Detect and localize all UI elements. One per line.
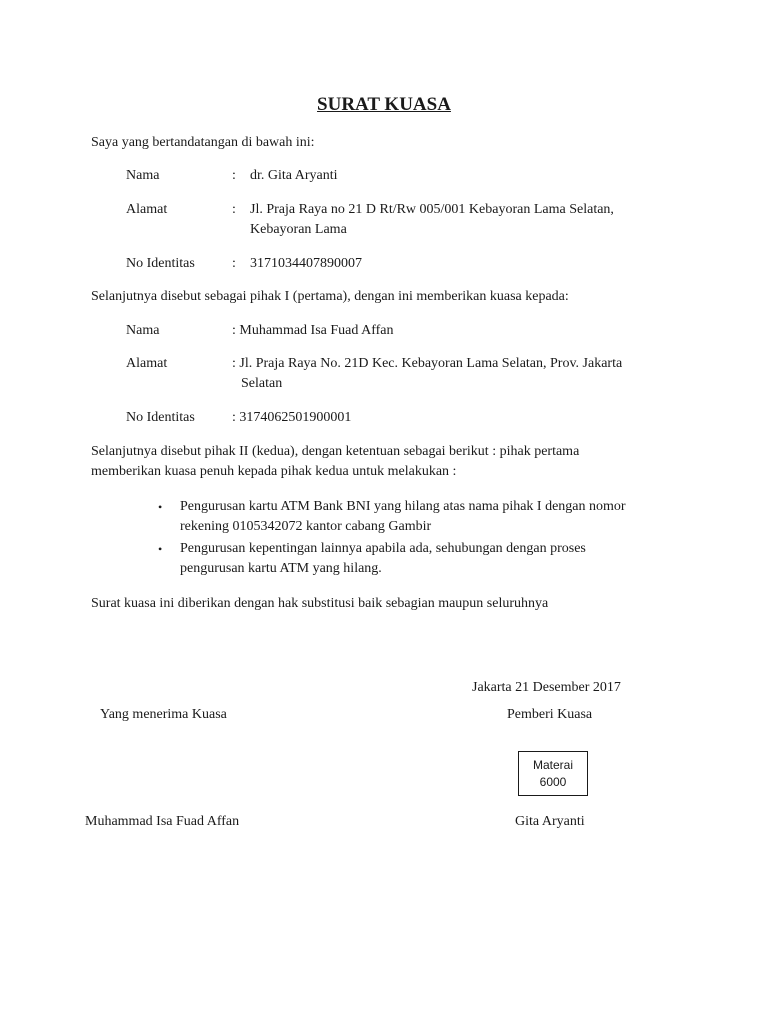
receiver-label: Yang menerima Kuasa (100, 707, 227, 722)
party1-id-label: No Identitas (126, 256, 195, 271)
party2-id-value: : 3174062501900001 (232, 410, 352, 425)
party2-id-label: No Identitas (126, 410, 195, 425)
giver-label: Pemberi Kuasa (507, 707, 593, 722)
party1-alamat-label: Alamat (126, 202, 168, 217)
bullet-icon: • (158, 500, 163, 514)
party1-alamat-line1: Jl. Praja Raya no 21 D Rt/Rw 005/001 Kebayoran Lama Selatan, (250, 202, 614, 217)
list-item-line: pengurusan kartu ATM yang hilang. (180, 561, 382, 576)
transition-text-2-line1: Selanjutnya disebut pihak II (kedua), dengan ketentuan sebagai berikut : pihak pertama (91, 444, 580, 459)
document-title: SURAT KUASA (317, 94, 451, 115)
materai-label: Materai (532, 758, 573, 772)
transition-text-2-line2: memberikan kuasa penuh kepada pihak kedua untuk melakukan : (91, 464, 457, 479)
party2-alamat-line2: Selatan (241, 376, 283, 391)
list-item-line: Pengurusan kepentingan lainnya apabila ada, sehubungan dengan proses (180, 541, 586, 556)
party1-id-value: 3171034407890007 (250, 256, 362, 271)
party1-nama-value: dr. Gita Aryanti (250, 168, 338, 183)
party1-nama-sep: : (232, 168, 236, 183)
receiver-name: Muhammad Isa Fuad Affan (85, 814, 240, 829)
giver-name: Gita Aryanti (515, 814, 585, 829)
materai-value: 6000 (539, 775, 567, 789)
materai-stamp-box (518, 751, 588, 796)
party2-alamat-label: Alamat (126, 356, 168, 371)
party2-nama-label: Nama (126, 323, 160, 338)
party1-id-sep: : (232, 256, 236, 271)
bullet-icon: • (158, 542, 163, 556)
party2-nama-value: : Muhammad Isa Fuad Affan (232, 323, 394, 338)
place-date: Jakarta 21 Desember 2017 (472, 680, 621, 695)
list-item-line: rekening 0105342072 kantor cabang Gambir (180, 519, 432, 534)
transition-text-1: Selanjutnya disebut sebagai pihak I (pertama), dengan ini memberikan kuasa kepada: (91, 289, 569, 304)
party2-alamat-line1: : Jl. Praja Raya No. 21D Kec. Kebayoran Lama Selatan, Prov. Jakarta (232, 356, 623, 371)
intro-text: Saya yang bertandatangan di bawah ini: (91, 135, 315, 150)
closing-text: Surat kuasa ini diberikan dengan hak substitusi baik sebagian maupun seluruhnya (91, 596, 549, 611)
list-item-line: Pengurusan kartu ATM Bank BNI yang hilang atas nama pihak I dengan nomor (180, 499, 626, 514)
party1-alamat-line2: Kebayoran Lama (250, 222, 347, 237)
party1-nama-label: Nama (126, 168, 160, 183)
party1-alamat-sep: : (232, 202, 236, 217)
